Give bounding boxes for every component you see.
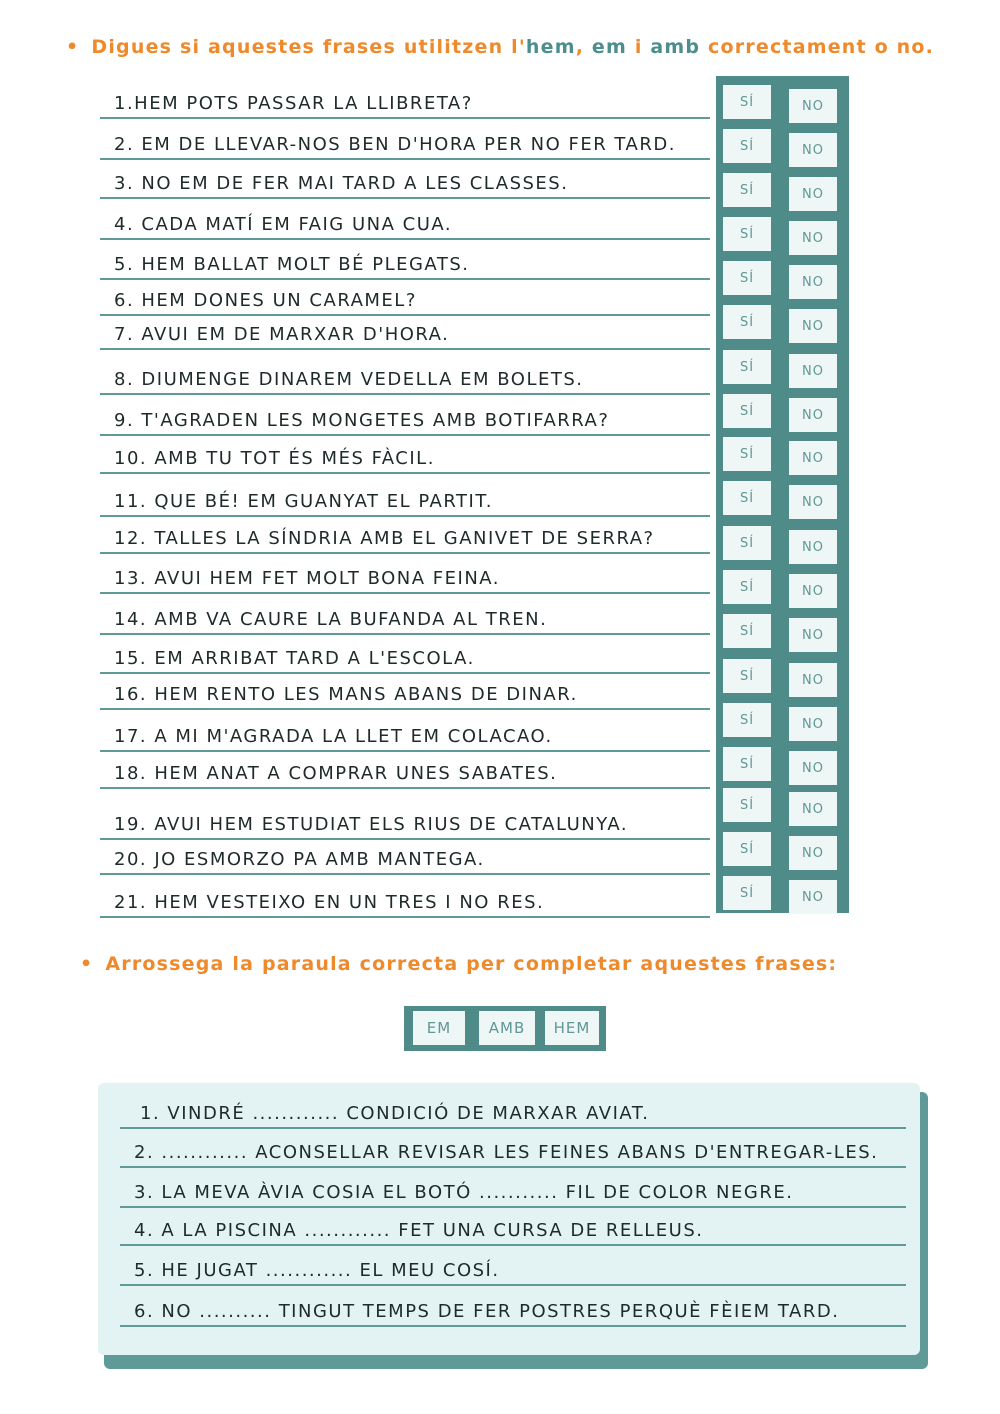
- question-text-19: 19. AVUI HEM ESTUDIAT ELS RIUS DE CATALUNYA.: [114, 814, 629, 835]
- question-row-4: [100, 203, 710, 240]
- yes-button-11[interactable]: SÍ: [723, 526, 771, 560]
- yes-button-3[interactable]: SÍ: [723, 173, 771, 207]
- bullet-1: •: [66, 36, 80, 58]
- yes-button-19[interactable]: SÍ: [723, 876, 771, 910]
- question-text-2: 2. EM DE LLEVAR-NOS BEN D'HORA PER NO FER TARD.: [114, 134, 676, 155]
- question-text-7: 7. AVUI EM DE MARXAR D'HORA.: [114, 324, 450, 345]
- question-text-17: 17. A MI M'AGRADA LA LLET EM COLACAO.: [114, 726, 553, 747]
- yes-button-18[interactable]: SÍ: [723, 832, 771, 866]
- instruction-text-pre: Digues si aquestes frases utilitzen l': [91, 36, 526, 58]
- question-row-14: [100, 598, 710, 635]
- word-tile-hem[interactable]: HEM: [545, 1011, 599, 1045]
- yes-button-15[interactable]: SÍ: [723, 703, 771, 737]
- instruction-heading-1: [66, 36, 934, 58]
- yes-button-2[interactable]: SÍ: [723, 129, 771, 163]
- instruction-sep-1: ,: [575, 36, 592, 58]
- question-text-18: 18. HEM ANAT A COMPRAR UNES SABATES.: [114, 763, 558, 784]
- question-text-16: 16. HEM RENTO LES MANS ABANS DE DINAR.: [114, 684, 578, 705]
- no-button-8[interactable]: NO: [789, 398, 837, 432]
- fill-row-3: [120, 1168, 906, 1208]
- fill-row-4: [120, 1208, 906, 1246]
- no-button-16[interactable]: NO: [789, 751, 837, 785]
- yes-button-9[interactable]: SÍ: [723, 437, 771, 471]
- question-text-21: 21. HEM VESTEIXO EN UN TRES I NO RES.: [114, 892, 545, 913]
- answer-panel: [716, 76, 849, 913]
- no-button-10[interactable]: NO: [789, 485, 837, 519]
- instruction-heading-2: [80, 953, 837, 975]
- question-text-3: 3. NO EM DE FER MAI TARD A LES CLASSES.: [114, 173, 569, 194]
- question-text-8: 8. DIUMENGE DINAREM VEDELLA EM BOLETS.: [114, 369, 584, 390]
- no-button-4[interactable]: NO: [789, 221, 837, 255]
- question-row-19: [100, 789, 710, 840]
- yes-button-8[interactable]: SÍ: [723, 394, 771, 428]
- question-text-15: 15. EM ARRIBAT TARD A L'ESCOLA.: [114, 648, 475, 669]
- no-button-5[interactable]: NO: [789, 265, 837, 299]
- fill-sentence-5[interactable]: 5. HE JUGAT ............ EL MEU COSÍ.: [134, 1260, 500, 1281]
- question-row-17: [100, 713, 710, 752]
- question-row-1: [100, 82, 710, 119]
- bullet-2: •: [80, 953, 94, 975]
- yes-button-13[interactable]: SÍ: [723, 614, 771, 648]
- yes-button-1[interactable]: SÍ: [723, 85, 771, 119]
- yes-button-16[interactable]: SÍ: [723, 747, 771, 781]
- question-row-5: [100, 243, 710, 280]
- yes-button-7[interactable]: SÍ: [723, 350, 771, 384]
- no-button-11[interactable]: NO: [789, 530, 837, 564]
- yes-button-5[interactable]: SÍ: [723, 261, 771, 295]
- word-tile-amb[interactable]: AMB: [479, 1011, 535, 1045]
- word-tile-em[interactable]: EM: [413, 1011, 465, 1045]
- question-text-4: 4. CADA MATÍ EM FAIG UNA CUA.: [114, 214, 453, 235]
- fill-row-5: [120, 1250, 906, 1286]
- question-row-13: [100, 558, 710, 594]
- instruction-word-em: em: [591, 36, 628, 58]
- question-text-1: 1.HEM POTS PASSAR LA LLIBRETA?: [114, 93, 473, 114]
- no-button-6[interactable]: NO: [789, 309, 837, 343]
- no-button-19[interactable]: NO: [789, 880, 837, 914]
- no-button-1[interactable]: NO: [789, 89, 837, 123]
- no-button-15[interactable]: NO: [789, 707, 837, 741]
- no-button-18[interactable]: NO: [789, 836, 837, 870]
- fill-sentence-3[interactable]: 3. LA MEVA ÀVIA COSIA EL BOTÓ ........... FIL DE COLOR NEGRE.: [134, 1182, 794, 1203]
- instruction-word-hem: hem: [525, 36, 576, 58]
- question-text-6: 6. HEM DONES UN CARAMEL?: [114, 290, 417, 311]
- question-text-11: 11. QUE BÉ! EM GUANYAT EL PARTIT.: [114, 491, 493, 512]
- question-text-14: 14. AMB VA CAURE LA BUFANDA AL TREN.: [114, 609, 548, 630]
- no-button-3[interactable]: NO: [789, 177, 837, 211]
- fill-sentence-2[interactable]: 2. ............ ACONSELLAR REVISAR LES FEINES ABANS D'ENTREGAR-LES.: [134, 1142, 879, 1163]
- fill-row-6: [120, 1290, 906, 1327]
- fill-sentence-6[interactable]: 6. NO .......... TINGUT TEMPS DE FER POSTRES PERQUÈ FÈIEM TARD.: [134, 1301, 840, 1322]
- instruction-text-post: correctament o no.: [700, 36, 935, 58]
- yes-button-12[interactable]: SÍ: [723, 570, 771, 604]
- question-row-16: [100, 675, 710, 710]
- fill-sentence-4[interactable]: 4. A LA PISCINA ............ FET UNA CURSA DE RELLEUS.: [134, 1220, 704, 1241]
- yes-button-6[interactable]: SÍ: [723, 305, 771, 339]
- fill-row-1: [120, 1092, 906, 1129]
- question-text-9: 9. T'AGRADEN LES MONGETES AMB BOTIFARRA?: [114, 410, 610, 431]
- no-button-7[interactable]: NO: [789, 354, 837, 388]
- fill-sentence-1[interactable]: 1. VINDRÉ ............ CONDICIÓ DE MARXAR AVIAT.: [140, 1103, 650, 1124]
- question-text-13: 13. AVUI HEM FET MOLT BONA FEINA.: [114, 568, 501, 589]
- question-row-15: [100, 638, 710, 674]
- instruction-text-2: Arrossega la paraula correcta per completar aquestes frases:: [105, 953, 838, 975]
- question-row-11: [100, 478, 710, 517]
- question-row-7: [100, 318, 710, 350]
- question-text-20: 20. JO ESMORZO PA AMB MANTEGA.: [114, 849, 485, 870]
- question-row-8: [100, 356, 710, 395]
- question-row-9: [100, 397, 710, 436]
- yes-button-17[interactable]: SÍ: [723, 788, 771, 822]
- no-button-13[interactable]: NO: [789, 618, 837, 652]
- question-row-6: [100, 283, 710, 316]
- no-button-12[interactable]: NO: [789, 574, 837, 608]
- instruction-sep-2: i: [627, 36, 651, 58]
- question-text-10: 10. AMB TU TOT ÉS MÉS FÀCIL.: [114, 448, 435, 469]
- fill-row-2: [120, 1130, 906, 1168]
- question-row-10: [100, 438, 710, 474]
- question-row-21: [100, 876, 710, 918]
- question-row-20: [100, 838, 710, 875]
- yes-button-14[interactable]: SÍ: [723, 659, 771, 693]
- no-button-9[interactable]: NO: [789, 441, 837, 475]
- question-row-18: [100, 753, 710, 789]
- question-row-12: [100, 518, 710, 554]
- question-text-5: 5. HEM BALLAT MOLT BÉ PLEGATS.: [114, 254, 470, 275]
- no-button-17[interactable]: NO: [789, 792, 837, 826]
- question-row-3: [100, 163, 710, 199]
- question-text-12: 12. TALLES LA SÍNDRIA AMB EL GANIVET DE SERRA?: [114, 528, 655, 549]
- yes-button-10[interactable]: SÍ: [723, 481, 771, 515]
- yes-button-4[interactable]: SÍ: [723, 217, 771, 251]
- question-row-2: [100, 123, 710, 160]
- word-bank: [404, 1006, 606, 1051]
- instruction-word-amb: amb: [650, 36, 701, 58]
- no-button-14[interactable]: NO: [789, 663, 837, 697]
- no-button-2[interactable]: NO: [789, 133, 837, 167]
